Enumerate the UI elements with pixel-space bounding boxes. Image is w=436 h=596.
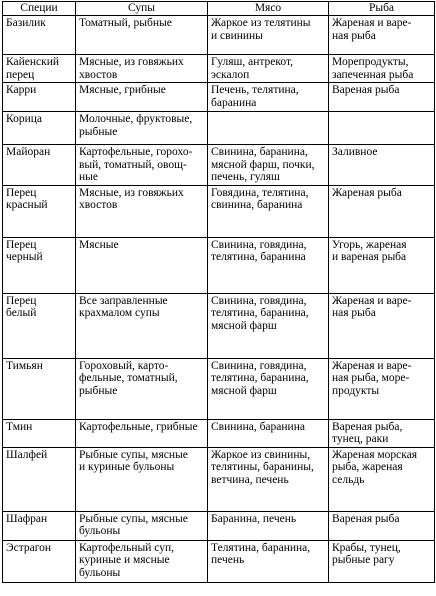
meat-cell: Гуляш, антрекот, эскалоп xyxy=(208,55,329,83)
fish-cell: Угорь, жареная и вареная рыба xyxy=(329,237,435,293)
fish-cell: Жареная и варе- ная рыба, море- продукты xyxy=(329,358,435,419)
meat-cell: Телятина, баранина, печень xyxy=(208,540,329,582)
table-row xyxy=(3,447,435,511)
fish-cell: Заливное xyxy=(329,145,435,186)
spice-cell: Майоран xyxy=(3,145,76,186)
soups-cell: Томатный, рыбные xyxy=(76,16,208,55)
table-row xyxy=(3,540,435,582)
header-meat: Мясо xyxy=(208,2,329,16)
soups-cell: Мясные xyxy=(76,237,208,293)
meat-cell: Печень, телятина, баранина xyxy=(208,83,329,112)
table-row xyxy=(3,511,435,540)
meat-cell: Говядина, телятина, свинина, баранина xyxy=(208,185,329,237)
fish-cell: Жареная и варе- ная рыба xyxy=(329,293,435,358)
table-row xyxy=(3,55,435,83)
meat-cell: Жаркое из свинины, телятины, баранины, ветчина, печень xyxy=(208,447,329,511)
spice-cell: Шалфей xyxy=(3,447,76,511)
soups-cell: Гороховый, карто- фельные, томатный, рыбные xyxy=(76,358,208,419)
fish-cell: Жареная и варе- ная рыба xyxy=(329,16,435,55)
spice-cell: Тимьян xyxy=(3,358,76,419)
fish-cell: Крабы, тунец, рыбные рагу xyxy=(329,540,435,582)
soups-cell: Все заправленные крахмалом супы xyxy=(76,293,208,358)
table-row xyxy=(3,145,435,186)
fish-cell: Жареная морская рыба, жареная сельдь xyxy=(329,447,435,511)
meat-cell: Свинина, баранина xyxy=(208,419,329,447)
table-row xyxy=(3,112,435,145)
header-soups: Супы xyxy=(76,2,208,16)
spice-cell: Карри xyxy=(3,83,76,112)
table-row xyxy=(3,185,435,237)
table-row xyxy=(3,16,435,55)
table-row xyxy=(3,237,435,293)
spice-cell: Кайенский перец xyxy=(3,55,76,83)
spice-cell: Эстрагон xyxy=(3,540,76,582)
spice-cell: Перец красный xyxy=(3,185,76,237)
meat-cell: Свинина, говядина, телятина, баранина xyxy=(208,237,329,293)
spice-cell: Шафран xyxy=(3,511,76,540)
meat-cell: Свинина, баранина, мясной фарш, почки, печень, гуляш xyxy=(208,145,329,186)
spice-cell: Корица xyxy=(3,112,76,145)
soups-cell: Молочные, фруктовые, рыбные xyxy=(76,112,208,145)
meat-cell: Баранина, печень xyxy=(208,511,329,540)
header-row xyxy=(3,2,435,16)
soups-cell: Рыбные супы, мясные бульоны xyxy=(76,511,208,540)
soups-cell: Мясные, из говяжьих хвостов xyxy=(76,185,208,237)
spice-cell: Перец черный xyxy=(3,237,76,293)
fish-cell: Вареная рыба xyxy=(329,83,435,112)
fish-cell xyxy=(329,112,435,145)
header-fish: Рыба xyxy=(329,2,435,16)
soups-cell: Рыбные супы, мясные и куриные бульоны xyxy=(76,447,208,511)
fish-cell: Вареная рыба, тунец, раки xyxy=(329,419,435,447)
fish-cell: Жареная рыба xyxy=(329,185,435,237)
table-row xyxy=(3,293,435,358)
soups-cell: Картофельные, грибные xyxy=(76,419,208,447)
meat-cell xyxy=(208,112,329,145)
table-row xyxy=(3,358,435,419)
meat-cell: Свинина, говядина, телятина, баранина, мясной фарш xyxy=(208,358,329,419)
spice-cell: Тмин xyxy=(3,419,76,447)
table-row xyxy=(3,83,435,112)
soups-cell: Картофельные, горохо- вый, томатный, овощ- ные xyxy=(76,145,208,186)
spice-cell: Базилик xyxy=(3,16,76,55)
fish-cell: Вареная рыба xyxy=(329,511,435,540)
spice-table xyxy=(2,1,435,583)
meat-cell: Жаркое из телятины и свинины xyxy=(208,16,329,55)
spice-cell: Перец белый xyxy=(3,293,76,358)
soups-cell: Картофельный суп, куриные и мясные бульоны xyxy=(76,540,208,582)
soups-cell: Мясные, из говяжьих хвостов xyxy=(76,55,208,83)
table-row xyxy=(3,419,435,447)
header-spices: Специи xyxy=(3,2,76,16)
fish-cell: Морепродукты, запеченная рыба xyxy=(329,55,435,83)
soups-cell: Мясные, грибные xyxy=(76,83,208,112)
meat-cell: Свинина, говядина, телятина, баранина, мясной фарш xyxy=(208,293,329,358)
